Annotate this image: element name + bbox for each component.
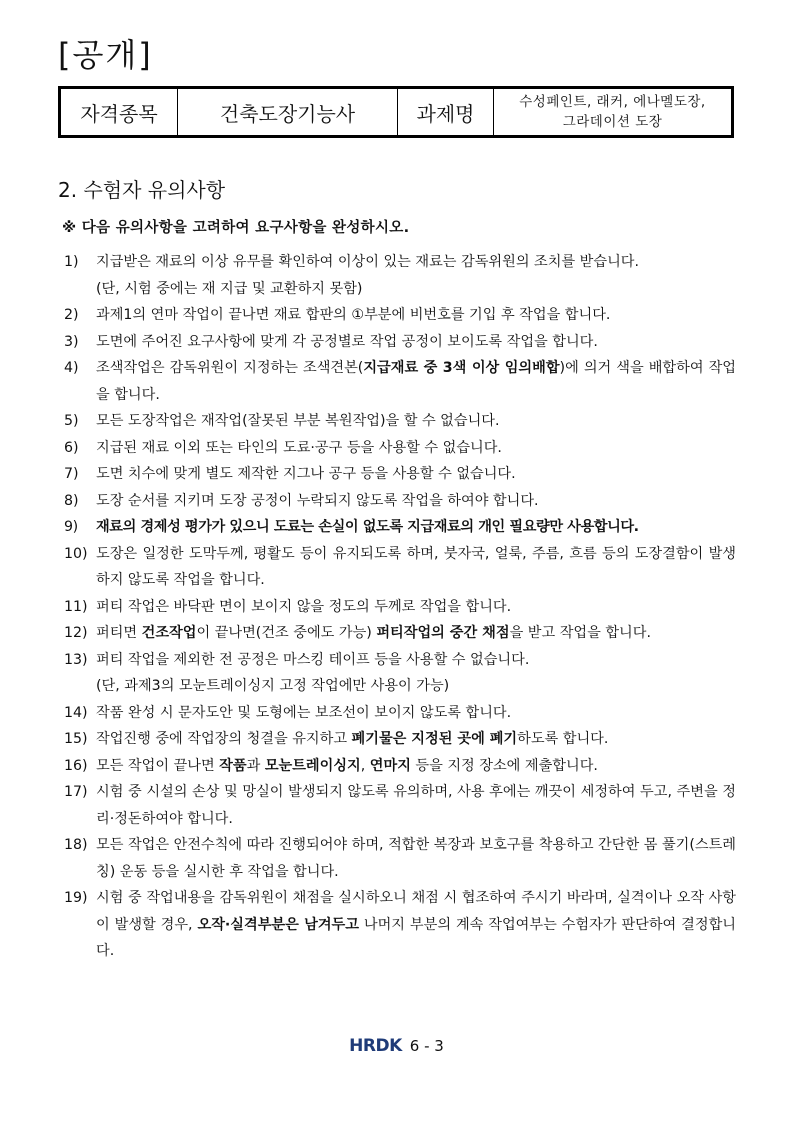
list-item: 1) 지급받은 재료의 이상 유무를 확인하여 이상이 있는 재료는 감독위원의 조치를 받습니다. (단, 시험 중에는 재 지급 및 교환하지 못함) [64, 254, 639, 297]
list-item: 11) 퍼티 작업은 바닥판 면이 보이지 않을 정도의 두께로 작업을 합니다. [64, 598, 512, 615]
section-title: 2. 수험자 유의사항 [58, 178, 226, 202]
list-item: 5) 모든 도장작업은 재작업(잘못된 부분 복원작업)을 할 수 없습니다. [64, 413, 500, 429]
task-name-value [494, 88, 733, 137]
task-name-line-2: 그라데이션 도장 [562, 114, 663, 130]
list-item: 10) 도장은 일정한 도막두께, 평활도 등이 유지되도록 하며, 붓자국, 얼룩, 주름, 흐름 등의 도장결함이 발생하지 않도록 작업을 합니다. [64, 545, 736, 588]
page-number: 6 - 3 [409, 1037, 444, 1055]
list-item: 3) 도면에 주어진 요구사항에 맞게 각 공정별로 작업 공정이 보이도록 작업을 합니다. [64, 333, 598, 350]
notice-text: ※ 다음 유의사항을 고려하여 요구사항을 완성하시오. [62, 220, 410, 236]
qualification-value: 건축도장기능사 [178, 88, 398, 137]
list-item: 17) 시험 중 시설의 손상 및 망실이 발생되지 않도록 유의하며, 사용 후에는 깨끗이 세정하여 두고, 주변을 정리·정돈하여야 합니다. [64, 784, 736, 827]
list-item: 12) 퍼티면 건조작업이 끝나면(건조 중에도 가능) 퍼티작업의 중간 채점을 받고 작업을 합니다. [64, 625, 651, 641]
list-item: 18) 모든 작업은 안전수칙에 따라 진행되어야 하며, 적합한 복장과 보호구를 착용하고 간단한 몸 풀기(스트레칭) 운동 등을 실시한 후 작업을 합니다. [64, 837, 736, 880]
list-item: 19) 시험 중 작업내용을 감독위원이 채점을 실시하오니 채점 시 협조하여 주시기 바라며, 실격이나 오작 사항이 발생할 경우, 오작·실격부분은 남겨두고 나머지 부분의 계속 작업여부는 수험자가 판단하여 결정합니다. [64, 890, 736, 959]
list-item: 14) 작품 완성 시 문자도안 및 도형에는 보조선이 보이지 않도록 합니다. [64, 704, 512, 721]
list-item: 2) 과제1의 연마 작업이 끝나면 재료 합판의 ①부분에 비번호를 기입 후 작업을 합니다. [64, 307, 611, 323]
precautions-list [64, 249, 736, 965]
list-item: 7) 도면 치수에 맞게 별도 제작한 지그나 공구 등을 사용할 수 없습니다. [64, 466, 516, 482]
list-item: 9) 재료의 경제성 평가가 있으니 도료는 손실이 없도록 지급재료의 개인 필요량만 사용합니다. [64, 519, 639, 535]
page-footer [0, 1036, 793, 1056]
hrdk-logo: HRDK [349, 1036, 402, 1056]
qualification-label: 자격종목 [60, 88, 178, 137]
disclosure-label: [공개] [58, 36, 153, 74]
list-item: 15) 작업진행 중에 작업장의 청결을 유지하고 폐기물은 지정된 곳에 폐기하도록 합니다. [64, 731, 609, 747]
task-name-label: 과제명 [398, 88, 494, 137]
list-item: 16) 모든 작업이 끝나면 작품과 모눈트레이싱지, 연마지 등을 지정 장소에 제출합니다. [64, 757, 598, 774]
list-item: 4) 조색작업은 감독위원이 지정하는 조색견본(지급재료 중 3색 이상 임의배합)에 의거 색을 배합하여 작업을 합니다. [64, 360, 736, 403]
exam-info-table [58, 86, 734, 138]
list-item: 8) 도장 순서를 지키며 도장 공정이 누락되지 않도록 작업을 하여야 합니다. [64, 492, 539, 509]
list-item: 13) 퍼티 작업을 제외한 전 공정은 마스킹 테이프 등을 사용할 수 없습니다. (단, 과제3의 모눈트레이싱지 고정 작업에만 사용이 가능) [64, 651, 530, 694]
list-item: 6) 지급된 재료 이외 또는 타인의 도료·공구 등을 사용할 수 없습니다. [64, 439, 502, 456]
task-name-line-1: 수성페인트, 래커, 에나멜도장, [519, 94, 706, 110]
